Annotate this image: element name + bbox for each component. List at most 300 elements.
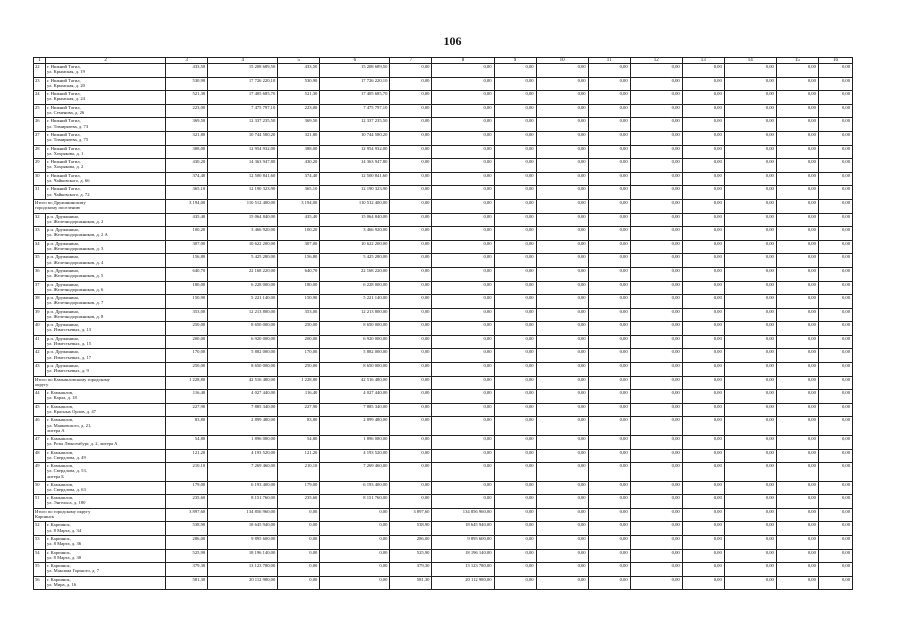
value-cell: 0,00 [776,213,818,227]
row-number-cell: 45 [34,403,46,417]
address-cell [46,349,166,363]
value-cell: 0,00 [494,91,536,105]
address-line: р.п. Дружинино, [47,308,80,314]
row-number-cell: 44 [34,390,46,404]
address-line: р.п. Дружинино, [47,349,80,355]
value-cell: 0,00 [494,376,536,390]
value-cell: 210,10 [166,463,208,482]
value-cell: 0,00 [724,131,776,145]
value-cell: 0,00 [630,267,682,281]
address-line: г. Карпинск, [47,549,71,555]
value-cell: 0,00 [724,563,776,577]
value-cell: 7 885 340,00 [208,403,278,417]
value-cell: 0,00 [390,449,432,463]
table-row [34,417,853,436]
value-cell: 42 516 480,00 [208,376,278,390]
address-line: г. Нижний Тагил, [47,145,81,151]
value-cell: 0,00 [724,463,776,482]
value-cell: 0,00 [776,536,818,550]
table-row [34,536,853,550]
value-cell: 0,00 [588,227,630,241]
value-cell: 0,00 [630,390,682,404]
address-line: г. Нижний Тагил, [47,131,81,137]
table-row [34,390,853,404]
address-line: ул. Красных Орлов, д. 47 [47,409,96,415]
value-cell: 0,00 [818,145,852,159]
value-cell: 0,00 [390,118,432,132]
value-cell: 0,00 [776,131,818,145]
value-cell: 0,00 [494,417,536,436]
table-row [34,159,853,173]
value-cell: 0,00 [682,308,724,322]
value-cell: 0,00 [536,335,588,349]
value-cell: 0,00 [320,563,390,577]
value-cell: 0,00 [724,308,776,322]
value-cell: 433,50 [166,64,208,78]
value-cell: 0,00 [818,227,852,241]
value-cell: 0,00 [390,417,432,436]
value-cell: 0,00 [724,322,776,336]
value-cell: 0,00 [776,376,818,390]
value-cell: 12 190 323,90 [208,186,278,200]
value-cell: 0,00 [682,240,724,254]
value-cell: 0,00 [818,91,852,105]
value-cell: 13 123 780,00 [208,563,278,577]
value-cell: 5 221 140,00 [320,295,390,309]
value-cell: 0,00 [432,240,494,254]
address-line: г. Нижний Тагил, [47,159,81,165]
address-cell [46,64,166,78]
value-cell: 0,00 [682,481,724,495]
value-cell: 521,30 [166,91,208,105]
value-cell: 530,90 [166,77,208,91]
value-cell: 369,50 [278,118,320,132]
value-cell: 0,00 [818,118,852,132]
value-cell: 83,80 [166,417,208,436]
address-line: г. Нижний Тагил, [47,186,81,192]
address-line: ул. Максима Горького, д. 7 [47,568,100,574]
value-cell: 379,30 [166,563,208,577]
address-line: ул. 8 Марта, д. 38 [47,554,82,560]
value-cell: 0,00 [776,281,818,295]
address-cell [46,435,166,449]
value-cell: 0,00 [818,549,852,563]
value-cell: 581,30 [390,576,432,590]
header-cell: 14 [724,58,776,64]
value-cell: 0,00 [776,508,818,522]
value-cell: 0,00 [494,308,536,322]
address-line: ул. Крымская, д. 20 [47,82,85,88]
value-cell: 0,00 [536,376,588,390]
value-cell: 0,00 [278,549,320,563]
value-cell: 0,00 [630,463,682,482]
value-cell: 1 228,80 [278,376,320,390]
address-cell [46,449,166,463]
value-cell: 0,00 [818,281,852,295]
value-cell: 0,00 [776,549,818,563]
value-cell: 0,00 [320,576,390,590]
table-row [34,186,853,200]
table-row [34,349,853,363]
table-row [34,403,853,417]
value-cell: 365,10 [166,186,208,200]
register-table [33,57,853,590]
value-cell: 0,00 [536,267,588,281]
row-number-cell: 55 [34,563,46,577]
table-row [34,495,853,509]
value-cell: 0,00 [390,64,432,78]
value-cell: 0,00 [588,536,630,550]
value-cell: 0,00 [494,335,536,349]
row-number-cell: 23 [34,77,46,91]
address-line: г. Нижний Тагил, [47,172,81,178]
value-cell: 10 622 200,00 [320,240,390,254]
table-row [34,435,853,449]
value-cell: 0,00 [390,254,432,268]
value-cell: 0,00 [630,281,682,295]
value-cell: 0,00 [536,145,588,159]
value-cell: 0,00 [536,435,588,449]
value-cell: 0,00 [724,199,776,213]
value-cell: 0,00 [682,449,724,463]
value-cell: 0,00 [776,481,818,495]
table-row [34,213,853,227]
address-line: ул. Чайковского, д. 72 [47,191,90,197]
value-cell: 0,00 [724,376,776,390]
value-cell: 0,00 [536,495,588,509]
value-cell: 0,00 [818,449,852,463]
row-number-cell: 48 [34,449,46,463]
value-cell: 0,00 [432,159,494,173]
value-cell: 0,00 [630,118,682,132]
table-row [34,104,853,118]
row-number-cell: 47 [34,435,46,449]
value-cell: 223,00 [278,104,320,118]
value-cell: 374,40 [166,172,208,186]
address-line: г. Нижний Тагил, [47,91,81,97]
value-cell: 0,00 [432,349,494,363]
value-cell: 0,00 [536,199,588,213]
value-cell: 0,00 [630,435,682,449]
value-cell: 54,80 [278,435,320,449]
address-line: ул. Железнодорожников, д. 3 [47,245,104,251]
value-cell: 0,00 [818,240,852,254]
subtotal-label-line: Итого по Дружининскому [35,199,86,205]
value-cell: 0,00 [818,199,852,213]
value-cell: 0,00 [494,363,536,377]
header-cell: 5 [278,58,320,64]
value-cell: 2 899 480,00 [320,417,390,436]
value-cell: 4 027 440,00 [320,390,390,404]
value-cell: 286,00 [166,536,208,550]
value-cell: 0,00 [630,335,682,349]
value-cell: 388,00 [166,145,208,159]
address-cell [46,254,166,268]
table-row [34,563,853,577]
value-cell: 12 213 800,00 [208,308,278,322]
address-line: ул. Тимирязева, д. 73 [47,123,89,129]
value-cell: 0,00 [588,254,630,268]
table-row [34,522,853,536]
address-line: ул. Карла, д. 18 [47,395,77,401]
value-cell: 0,00 [776,417,818,436]
value-cell: 0,00 [390,145,432,159]
address-cell [46,335,166,349]
value-cell: 0,00 [588,563,630,577]
value-cell: 369,50 [166,118,208,132]
value-cell: 0,00 [320,508,390,522]
value-cell: 321,80 [166,131,208,145]
value-cell: 379,30 [390,563,432,577]
value-cell: 179,00 [166,481,208,495]
value-cell: 0,00 [390,213,432,227]
value-cell: 18 645 940,00 [208,522,278,536]
value-cell: 0,00 [818,403,852,417]
value-cell: 0,00 [630,576,682,590]
value-cell: 0,00 [682,390,724,404]
value-cell: 0,00 [818,64,852,78]
value-cell: 0,00 [390,435,432,449]
address-line: ул. Маяковского, д. 21, [47,422,92,428]
value-cell: 110 512 400,00 [320,199,390,213]
value-cell: 156,80 [166,254,208,268]
value-cell: 17 405 685,70 [320,91,390,105]
value-cell: 0,00 [432,376,494,390]
table-row [34,449,853,463]
value-cell: 0,00 [390,104,432,118]
value-cell: 17 726 220,10 [320,77,390,91]
address-cell [46,172,166,186]
address-line: г. Карпинск, [47,536,71,541]
value-cell: 0,00 [776,390,818,404]
value-cell: 0,00 [630,64,682,78]
value-cell: 12 190 323,90 [320,186,390,200]
value-cell: 430,20 [166,159,208,173]
row-number-cell: 50 [34,481,46,495]
value-cell: 0,00 [724,295,776,309]
value-cell: 170,00 [278,349,320,363]
row-number-cell: 38 [34,295,46,309]
value-cell: 0,00 [390,91,432,105]
value-cell: 435,40 [278,213,320,227]
row-number-cell: 46 [34,417,46,436]
value-cell: 2 899 480,00 [208,417,278,436]
value-cell: 0,00 [724,145,776,159]
value-cell: 0,00 [724,576,776,590]
value-cell: 0,00 [818,172,852,186]
value-cell: 0,00 [278,508,320,522]
value-cell: 0,00 [588,186,630,200]
value-cell: 0,00 [432,403,494,417]
value-cell: 0,00 [432,104,494,118]
value-cell: 1 228,80 [166,376,208,390]
value-cell: 0,00 [724,172,776,186]
row-number-cell: 26 [34,118,46,132]
value-cell: 307,00 [278,240,320,254]
value-cell: 7 269 460,00 [320,463,390,482]
value-cell: 0,00 [494,522,536,536]
address-line: р.п. Дружинино, [47,295,80,301]
value-cell: 0,00 [494,240,536,254]
address-cell [46,118,166,132]
row-number-cell: 32 [34,213,46,227]
value-cell: 0,00 [724,403,776,417]
value-cell: 5 425 280,00 [320,254,390,268]
address-line: ул. Чайковского, д. 66 [47,177,90,183]
value-cell: 0,00 [630,349,682,363]
value-cell: 0,00 [494,508,536,522]
value-cell: 0,00 [390,159,432,173]
row-number-cell: 33 [34,227,46,241]
value-cell: 200,00 [278,335,320,349]
value-cell: 8 650 000,00 [208,363,278,377]
subtotal-label-line: округу [35,381,49,387]
value-cell: 0,00 [494,131,536,145]
value-cell: 0,00 [536,308,588,322]
value-cell: 0,00 [432,64,494,78]
value-cell: 0,00 [682,563,724,577]
value-cell: 0,00 [390,77,432,91]
value-cell: 0,00 [630,295,682,309]
value-cell: 0,00 [390,172,432,186]
value-cell: 0,00 [494,481,536,495]
address-line: ул. Свердлова, д. 49 [47,454,86,460]
address-cell [46,281,166,295]
value-cell: 5 882 000,00 [208,349,278,363]
value-cell: 0,00 [724,363,776,377]
value-cell: 0,00 [432,267,494,281]
value-cell: 0,00 [494,118,536,132]
value-cell: 0,00 [494,390,536,404]
row-number-cell: 41 [34,335,46,349]
value-cell: 0,00 [818,159,852,173]
address-line: г. Карпинск, [47,576,71,582]
value-cell: 0,00 [588,172,630,186]
value-cell: 0,00 [536,522,588,536]
value-cell: 0,00 [776,563,818,577]
header-cell: 13 [682,58,724,64]
value-cell: 0,00 [390,267,432,281]
value-cell: 0,00 [682,145,724,159]
value-cell: 0,00 [588,91,630,105]
value-cell: 0,00 [536,322,588,336]
address-line: ул. Железнодорожников, д. 8 [47,313,104,319]
row-number-cell: 31 [34,186,46,200]
value-cell: 0,00 [588,77,630,91]
value-cell: 6 193 400,00 [320,481,390,495]
value-cell: 0,00 [630,91,682,105]
value-cell: 0,00 [776,240,818,254]
address-line: г. Нижний Тагил, [47,118,81,124]
header-cell: 12 [630,58,682,64]
address-line: ул. Крымская, д. 24 [47,96,85,102]
value-cell: 0,00 [432,322,494,336]
value-cell: 0,00 [536,463,588,482]
value-cell: 0,00 [682,549,724,563]
address-cell [46,403,166,417]
value-cell: 0,00 [432,390,494,404]
value-cell: 0,00 [776,435,818,449]
value-cell: 0,00 [320,536,390,550]
value-cell: 0,00 [630,199,682,213]
table-row [34,240,853,254]
value-cell: 116,40 [166,390,208,404]
value-cell: 0,00 [494,104,536,118]
value-cell: 0,00 [818,390,852,404]
value-cell: 0,00 [776,463,818,482]
value-cell: 18 645 940,00 [432,522,494,536]
value-cell: 0,00 [390,240,432,254]
value-cell: 0,00 [536,417,588,436]
value-cell: 0,00 [724,335,776,349]
value-cell: 0,00 [724,118,776,132]
value-cell: 0,00 [588,281,630,295]
row-number-cell: 42 [34,349,46,363]
value-cell: 100,20 [166,227,208,241]
value-cell: 0,00 [432,131,494,145]
value-cell: 7 475 797,10 [320,104,390,118]
value-cell: 150,90 [278,295,320,309]
value-cell: 0,00 [682,435,724,449]
address-cell [46,481,166,495]
value-cell: 0,00 [630,254,682,268]
value-cell: 0,00 [390,481,432,495]
value-cell: 0,00 [630,563,682,577]
value-cell: 0,00 [588,463,630,482]
header-cell: 8 [432,58,494,64]
address-line: г. Карпинск, [47,563,71,569]
value-cell: 0,00 [494,172,536,186]
value-cell: 12 500 841,60 [320,172,390,186]
value-cell: 100,20 [278,227,320,241]
value-cell: 0,00 [776,91,818,105]
value-cell: 0,00 [494,281,536,295]
value-cell: 0,00 [630,449,682,463]
value-cell: 0,00 [724,435,776,449]
value-cell: 430,20 [278,159,320,173]
address-line: ул. 8 Марта, д. 36 [47,541,82,547]
value-cell: 0,00 [536,449,588,463]
address-line: ул. Железнодорожников, д. 7 [47,300,104,306]
value-cell: 0,00 [494,576,536,590]
value-cell: 0,00 [588,435,630,449]
value-cell: 0,00 [682,536,724,550]
value-cell: 0,00 [588,522,630,536]
value-cell: 0,00 [494,213,536,227]
value-cell: 179,00 [278,481,320,495]
value-cell: 538,90 [390,522,432,536]
address-line: ул. Изместьевых, д. 9 [47,368,89,374]
address-line: р.п. Дружинино, [47,281,80,287]
value-cell: 20 112 980,00 [432,576,494,590]
value-cell: 0,00 [776,118,818,132]
value-cell: 0,00 [818,267,852,281]
value-cell: 0,00 [432,417,494,436]
value-cell: 0,00 [536,481,588,495]
value-cell: 0,00 [630,536,682,550]
value-cell: 8 151 760,00 [320,495,390,509]
value-cell: 6 920 000,00 [320,335,390,349]
value-cell: 0,00 [682,295,724,309]
value-cell: 0,00 [818,481,852,495]
value-cell: 581,30 [166,576,208,590]
value-cell: 0,00 [390,227,432,241]
value-cell: 20 112 980,00 [208,576,278,590]
value-cell: 0,00 [536,186,588,200]
value-cell: 0,00 [536,240,588,254]
header-cell: 15 [776,58,818,64]
address-line: р.п. Дружинино, [47,267,80,273]
